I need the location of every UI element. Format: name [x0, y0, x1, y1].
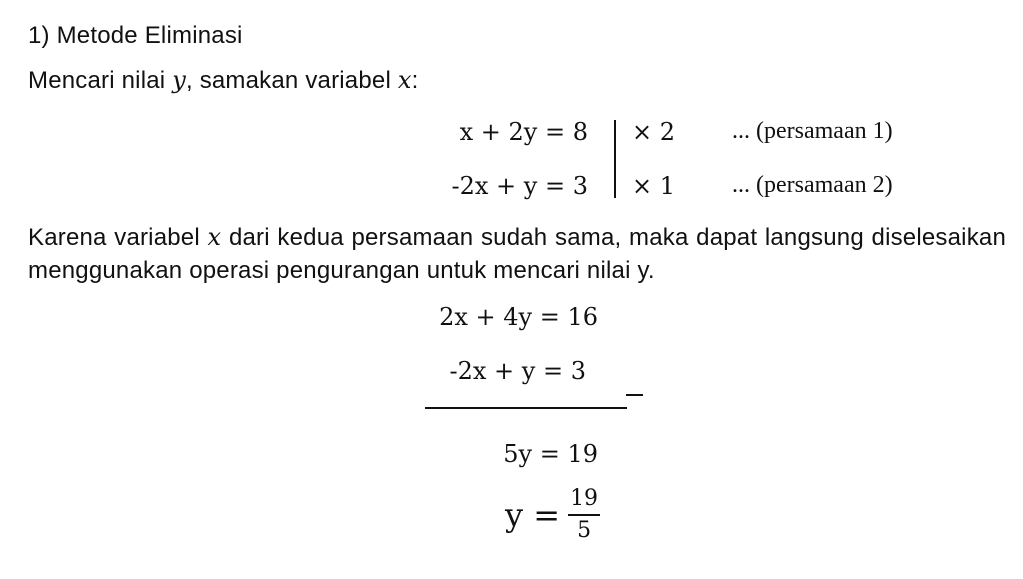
equation-2: -2x + y = 3 — [451, 172, 588, 200]
intro-variable-y: y — [172, 66, 186, 94]
equation-1: x + 2y = 8 — [459, 118, 588, 146]
intro-text-middle: , samakan variabel — [185, 67, 398, 94]
multiplier-1: × 2 — [632, 118, 676, 146]
fraction-denominator: 5 — [577, 518, 592, 543]
final-answer — [505, 480, 600, 550]
explanation-paragraph — [28, 221, 1006, 287]
intro-text-after: : — [411, 67, 419, 94]
fraction-numerator: 19 — [570, 486, 599, 511]
intro-text-before: Mencari nilai — [28, 67, 173, 94]
paragraph-variable-x: x — [207, 223, 222, 251]
scaled-equation-1: 2x + 4y = 16 — [439, 303, 598, 331]
scaled-equation-2: -2x + y = 3 — [449, 357, 586, 385]
system-divider — [614, 120, 616, 198]
intro-variable-x: x — [397, 66, 412, 94]
paragraph-text-before: Karena variabel — [28, 224, 208, 251]
intro-sentence — [28, 66, 418, 95]
subtraction-line — [425, 407, 627, 409]
result-equation: 5y = 19 — [503, 440, 598, 468]
minus-sign — [626, 394, 643, 396]
paragraph-text-after: dari kedua persamaan sudah sama, maka dapat langsung diselesaikan menggunakan operasi pengurangan untuk mencari nilai y. — [28, 224, 1006, 284]
final-lhs: y = — [505, 496, 561, 534]
multiplier-2: × 1 — [632, 172, 676, 200]
fraction — [568, 484, 600, 546]
section-heading: 1) Metode Eliminasi — [28, 22, 243, 49]
equation-2-label: ... (persamaan 2) — [732, 172, 893, 198]
equation-1-label: ... (persamaan 1) — [732, 118, 893, 144]
